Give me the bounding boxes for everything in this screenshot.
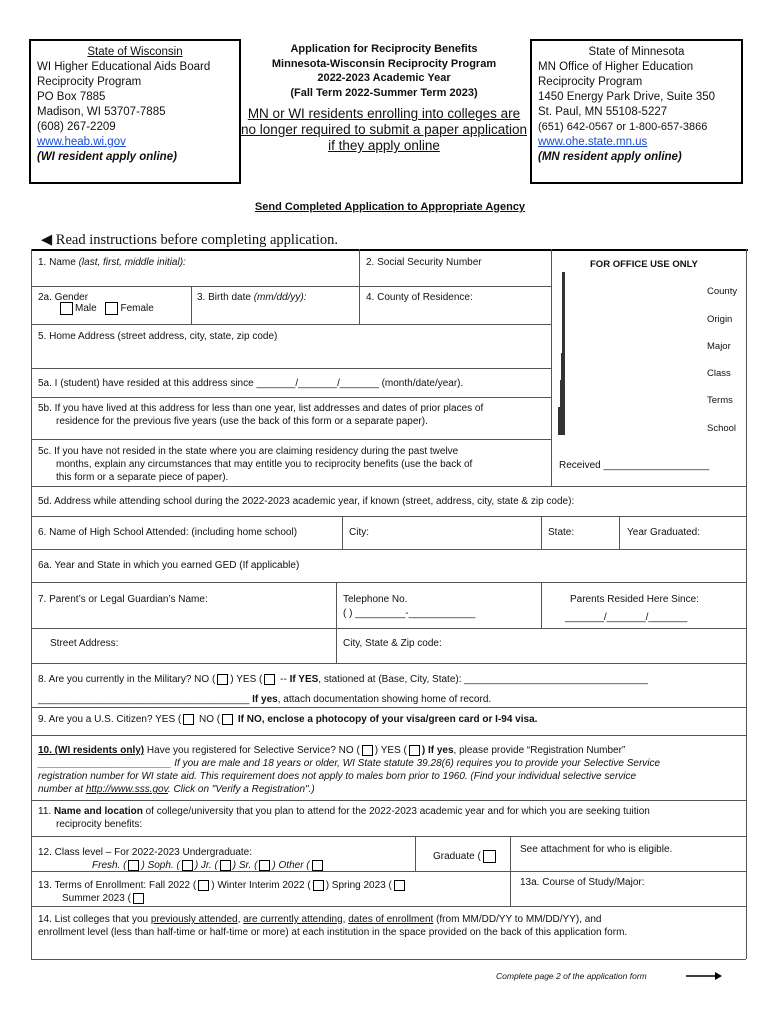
label-text: 3. Birth date [197, 292, 254, 303]
sss-link[interactable]: http://www.sss.gov [85, 784, 168, 795]
sr-label: Sr. ( [238, 860, 258, 871]
office-label-origin: Origin [707, 314, 733, 325]
sr-checkbox[interactable] [259, 860, 270, 871]
rule [31, 836, 746, 837]
other-checkbox[interactable] [312, 860, 323, 871]
col-divider-3 [191, 286, 192, 324]
send-heading: Send Completed Application to Appropriate Agency [254, 201, 526, 213]
rule [31, 707, 746, 708]
rule [31, 549, 746, 550]
wi-line: Madison, WI 53707-7885 [37, 106, 166, 118]
male-checkbox[interactable] [60, 302, 73, 315]
selective-yes-checkbox[interactable] [409, 745, 420, 756]
field-selective-service [38, 744, 625, 757]
female-checkbox[interactable] [105, 302, 118, 315]
field-hs-city-label: City: [349, 527, 369, 538]
field-colleges-attended-line2: enrollment level (less than half-time or half-time or more) at each institution in the space provided on the back of this application form. [38, 927, 628, 938]
minnesota-agency-box [530, 39, 743, 184]
label-text: 11. [38, 806, 54, 817]
gender-options [58, 302, 154, 315]
label-underlined: are currently attending [243, 914, 343, 925]
field-hs-state-label: State: [548, 527, 575, 538]
label-text: 13. Terms of Enrollment: Fall 2022 ( [38, 880, 197, 891]
read-instructions: ◀ Read instructions before completing application. [41, 232, 339, 248]
rule [31, 663, 746, 664]
field-prior-addresses-label [38, 402, 483, 428]
wi-line: WI Higher Educational Aids Board [37, 61, 211, 73]
label-text: of college/university that you plan to attend for the 2022-2023 academic year and for which you are seeking tuition [142, 806, 650, 817]
text-line: 5b. If you have lived at this address for less than one year, list addresses and dates of prior places of [38, 403, 484, 414]
footer-note: Complete page 2 of the application form [496, 971, 647, 981]
label-bold: Name and location [53, 806, 143, 817]
mn-line: 1450 Energy Park Drive, Suite 350 [538, 91, 716, 103]
field-gender-label: 2a. Gender [38, 292, 89, 303]
form-bottom-rule [31, 959, 746, 960]
rule [31, 582, 746, 583]
field-name-label [38, 256, 186, 269]
field-high-school-label: 6. Name of High School Attended: (including home school) [38, 527, 298, 538]
center-title-block [240, 42, 528, 154]
field-colleges-attended [38, 913, 601, 926]
label-bold: If YES [289, 674, 319, 685]
field-birthdate-label [197, 291, 306, 304]
label-text: ) Winter Interim 2022 ( [211, 880, 311, 891]
citizen-yes-checkbox[interactable] [183, 714, 194, 725]
col-divider [342, 516, 343, 549]
col-divider [541, 582, 542, 628]
spring-checkbox[interactable] [394, 880, 405, 891]
field-college-label [38, 805, 650, 818]
jr-checkbox[interactable] [220, 860, 231, 871]
col-divider [415, 836, 416, 871]
form-top-rule [31, 249, 748, 251]
form-title: Application for Reciprocity Benefits [290, 43, 478, 55]
office-label-school: School [707, 423, 737, 434]
label-text: . Click on "Verify a Registration".) [167, 784, 315, 795]
text-line: 5c. If you have not resided in the state where you are claiming residency during the past twelve [38, 446, 459, 457]
field-telephone-label: Telephone No. [343, 594, 408, 605]
col-divider [619, 516, 620, 549]
form-right-rule [746, 249, 747, 959]
field-street-label: Street Address: [50, 638, 119, 649]
col-divider [336, 582, 337, 663]
field-citizen [38, 713, 537, 726]
field-home-address-label: 5. Home Address (street address, city, state, zip code) [38, 331, 278, 342]
label-text: , attach documentation showing home of record. [277, 694, 492, 705]
field-telephone-blank[interactable]: ( ) _________-____________ [343, 608, 476, 619]
label-text: ) YES ( [374, 745, 407, 756]
label-bold: If NO, enclose a photocopy of your visa/green card or I-94 visa. [235, 714, 538, 725]
class-level-options: Fresh. ( ) Soph. ( ) Jr. ( ) Sr. ( ) Other ( [92, 859, 325, 872]
label-bold: 10. (WI residents only) [38, 745, 145, 756]
soph-checkbox[interactable] [182, 860, 193, 871]
rule [31, 397, 551, 398]
military-no-checkbox[interactable] [217, 674, 228, 685]
label-underlined: dates of enrollment [348, 914, 434, 925]
wi-website-link[interactable]: www.heab.wi.gov [37, 136, 126, 148]
field-resided-since-label: 5a. I (student) have resided at this address since _______/_______/_______ (month/date/year). [38, 378, 464, 389]
rule [31, 368, 551, 369]
wi-line: PO Box 7885 [37, 91, 106, 103]
field-major-label: 13a. Course of Study/Major: [520, 877, 645, 888]
selective-no-checkbox[interactable] [362, 745, 373, 756]
label-text: 1. Name [38, 257, 79, 268]
minnesota-title: State of Minnesota [588, 46, 685, 58]
label-text: Summer 2023 ( [62, 893, 131, 904]
rule [31, 439, 551, 440]
field-residency-explain-label [38, 445, 472, 484]
graduate-checkbox[interactable] [483, 850, 496, 863]
label-text: , [237, 914, 244, 925]
field-school-address-label: 5d. Address while attending school during the 2022-2023 academic year, if known (street, address, city, state & zip code): [38, 496, 575, 507]
office-divider [551, 249, 552, 486]
label-hint: (mm/dd/yy): [253, 292, 307, 303]
label-bold: If yes [252, 694, 278, 705]
mn-line: (651) 642-0567 or 1-800-657-3866 [538, 121, 708, 133]
mn-line: MN Office of Higher Education [538, 61, 694, 73]
selective-service-note [38, 783, 315, 796]
field-terms-summer [62, 892, 146, 905]
wi-line: Reciprocity Program [37, 76, 142, 88]
field-class-level-label: 12. Class level – For 2022-2023 Undergraduate: [38, 847, 253, 858]
office-use-title: FOR OFFICE USE ONLY [590, 259, 698, 270]
field-military [38, 673, 648, 686]
other-label: Other ( [278, 860, 310, 871]
rule [31, 800, 746, 801]
winter-checkbox[interactable] [313, 880, 324, 891]
office-received: Received ___________________ [559, 460, 710, 471]
wi-line: (608) 267-2209 [37, 121, 116, 133]
label-text: NO ( [196, 714, 221, 725]
field-terms-label [38, 879, 407, 892]
wisconsin-agency-box [29, 39, 241, 184]
label-text: (from MM/DD/YY to MM/DD/YY), and [433, 914, 602, 925]
field-ged-label: 6a. Year and State in which you earned GED (If applicable) [38, 560, 300, 571]
wisconsin-title: State of Wisconsin [87, 46, 183, 58]
text-line: this form or a separate piece of paper). [56, 472, 229, 483]
office-label-class: Class [707, 368, 731, 379]
office-grid-table [558, 272, 565, 435]
online-notice: MN or WI residents enrolling into colleges are no longer required to submit a paper application if they apply online [241, 106, 527, 153]
mn-line: Reciprocity Program [538, 76, 643, 88]
program-name: Minnesota-Wisconsin Reciprocity Program [271, 57, 497, 70]
text-line: months, explain any circumstances that may entitle you to reciprocity benefits (use the back of [56, 459, 473, 470]
academic-year: 2022-2023 Academic Year [317, 72, 451, 84]
citizen-no-checkbox[interactable] [222, 714, 233, 725]
rule [31, 735, 746, 736]
label-text: 8. Are you currently in the Military? NO ( [38, 674, 216, 685]
office-label-major: Major [707, 341, 731, 352]
field-college-label-line2: reciprocity benefits: [56, 819, 143, 830]
rule [31, 324, 551, 325]
military-yes-checkbox[interactable] [264, 674, 275, 685]
graduate-option [433, 850, 498, 863]
label-text: , [342, 914, 349, 925]
rule [31, 486, 746, 487]
form-left-rule [31, 249, 32, 959]
label-hint: (last, first, middle initial): [78, 257, 186, 268]
label-text: -- [277, 674, 290, 685]
selective-service-note: ________________________ If you are male and 18 years or older, WI State statute 39.28(6) requires you to provide your Selective Service [38, 758, 661, 769]
rule [31, 906, 746, 907]
rule [31, 286, 551, 287]
mn-apply-note: (MN resident apply online) [538, 151, 682, 163]
field-parents-since-blank[interactable]: _______/_______/_______ [565, 612, 688, 623]
field-ssn-label: 2. Social Security Number [366, 257, 482, 268]
label-text: number at [38, 784, 86, 795]
col-divider [510, 836, 511, 906]
label-bold: ) If yes [421, 745, 454, 756]
female-label: Female [120, 303, 154, 315]
selective-service-note: registration number for WI state aid. This requirement does not apply to males born prior to 1960. (Find your individual selective service [38, 771, 637, 782]
col-divider [541, 516, 542, 549]
label-underlined: previously attended [150, 914, 238, 925]
text-line: residence for the previous five years (use the back of this form or a separate paper). [56, 416, 428, 427]
rule [31, 516, 746, 517]
soph-label: Soph. ( [147, 860, 180, 871]
term-range: (Fall Term 2022-Summer Term 2023) [290, 86, 478, 99]
label-text: Have you registered for Selective Service? NO ( [144, 745, 360, 756]
eligibility-note: See attachment for who is eligible. [520, 844, 673, 855]
label-text: ______________________________________ [38, 694, 253, 705]
label-text: ) Spring 2023 ( [325, 880, 392, 891]
field-year-graduated-label: Year Graduated: [627, 527, 701, 538]
summer-checkbox[interactable] [133, 893, 144, 904]
fresh-checkbox[interactable] [128, 860, 139, 871]
label-text: 14. List colleges that you [38, 914, 151, 925]
jr-label: Jr. ( [200, 860, 218, 871]
label-text: , stationed at (Base, City, State): _________________________________ [318, 674, 648, 685]
field-county-label: 4. County of Residence: [366, 292, 473, 303]
field-military-line2 [38, 693, 491, 706]
arrow-right-icon [686, 971, 722, 984]
mn-line: St. Paul, MN 55108-5227 [538, 106, 668, 118]
rule [31, 628, 746, 629]
mn-website-link[interactable]: www.ohe.state.mn.us [538, 136, 648, 148]
field-city-state-zip-label: City, State & Zip code: [343, 638, 442, 649]
office-label-terms: Terms [707, 395, 733, 406]
male-label: Male [75, 303, 97, 315]
field-parent-name-label: 7. Parent’s or Legal Guardian’s Name: [38, 594, 208, 605]
office-label-county: County [707, 286, 738, 297]
fall-checkbox[interactable] [198, 880, 209, 891]
label-text: 9. Are you a U.S. Citizen? YES ( [38, 714, 182, 725]
label-text: ) YES ( [230, 674, 263, 685]
field-parents-since-label: Parents Resided Here Since: [570, 594, 699, 605]
fresh-label: Fresh. ( [92, 860, 127, 871]
graduate-label: Graduate ( [433, 851, 481, 863]
wi-apply-note: (WI resident apply online) [37, 151, 177, 163]
label-text: , please provide “Registration Number” [453, 745, 626, 756]
